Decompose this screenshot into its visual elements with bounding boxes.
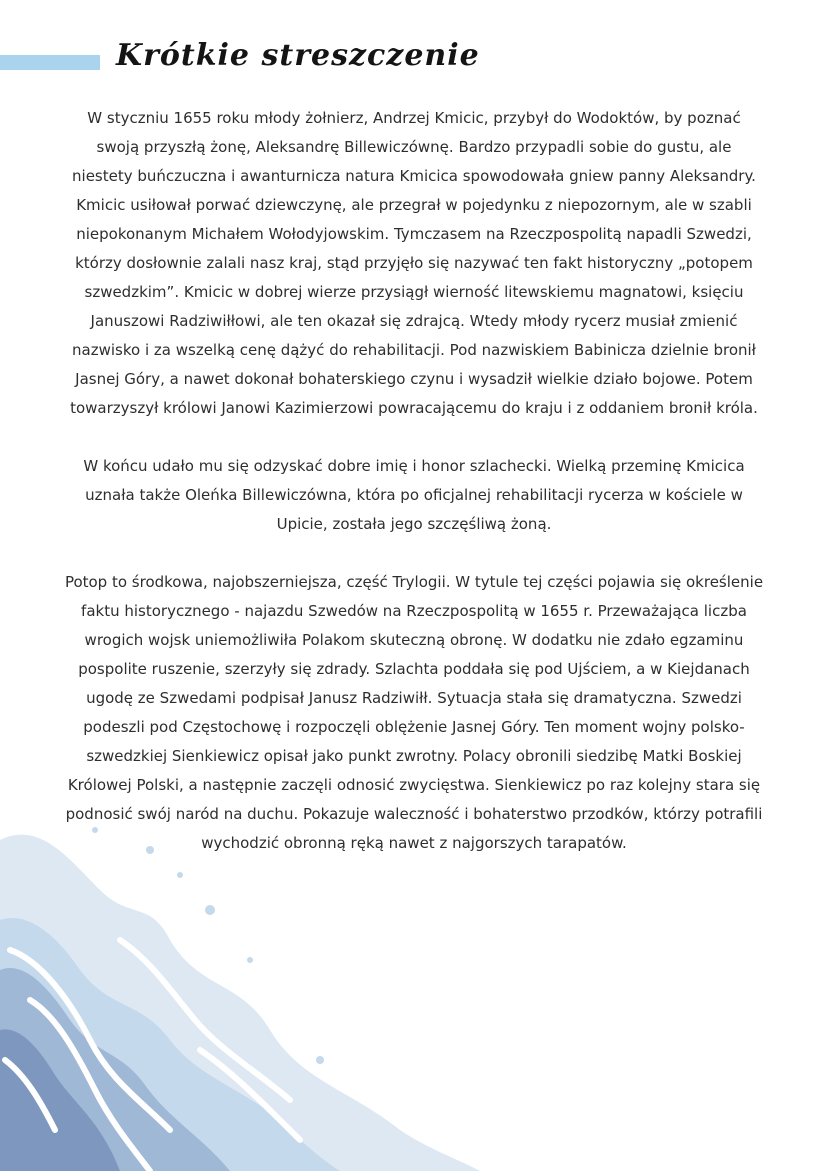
- page-title: Krótkie streszczenie: [116, 38, 480, 73]
- paragraph-1: W styczniu 1655 roku młody żołnierz, Andrzej Kmicic, przybył do Wodoktów, by poznać swoją przyszłą żonę, Aleksandrę Billewiczównę. Bardzo przypadli sobie do gustu, ale niestety buńczuczna i awanturnicza natura Kmicica spowodowała gniew panny Aleksandry. Kmicic usiłował porwać dziewczynę, ale przegrał w pojedynku z niepozornym, ale w szabli niepokonanym Michałem Wołodyjowskim. Tymczasem na Rzeczpospolitą napadli Szwedzi, którzy dosłownie zalali nasz kraj, stąd przyjęło się nazywać ten fakt historyczny „potopem szwedzkim”. Kmicic w dobrej wierze przysiągł wierność litewskiemu magnatowi, księciu Januszowi Radziwiłłowi, ale ten okazał się zdrajcą. Wtedy młody rycerz musiał zmienić nazwisko i za wszelką cenę dążyć do rehabilitacji. Pod nazwiskiem Babinicza dzielnie bronił Jasnej Góry, a nawet dokonał bohaterskiego czynu i wysadził wielkie działo bojowe. Potem towarzyszył królowi Janowi Kazimierzowi powracającemu do kraju i z oddaniem bronił króla.: [70, 109, 758, 417]
- summary-content: [64, 104, 764, 887]
- paragraph-2: W końcu udało mu się odzyskać dobre imię i honor szlachecki. Wielką przeminę Kmicica uznała także Oleńka Billewiczówna, która po oficjalnej rehabilitacji rycerza w kościele w Upicie, została jego szczęśliwą żoną.: [83, 457, 745, 533]
- paragraph-3: Potop to środkowa, najobszerniejsza, część Trylogii. W tytule tej części pojawia się określenie faktu historycznego - najazdu Szwedów na Rzeczpospolitą w 1655 r. Przeważająca liczba wrogich wojsk uniemożliwiła Polakom skuteczną obronę. W dodatku nie zdało egzaminu pospolite ruszenie, szerzyły się zdrady. Szlachta poddała się pod Ujściem, a w Kiejdanach ugodę ze Szwedami podpisał Janusz Radziwiłł. Sytuacja stała się dramatyczna. Szwedzi podeszli pod Częstochowę i rozpoczęli oblężenie Jasnej Góry. Ten moment wojny polsko-szwedzkiej Sienkiewicz opisał jako punkt zwrotny. Polacy obronili siedzibę Matki Boskiej Królowej Polski, a następnie zaczęli odnosić zwycięstwa. Sienkiewicz po raz kolejny stara się podnosić swój naród na duchu. Pokazuje waleczność i bohaterstwo przodków, którzy potrafili wychodzić obronną ręką nawet z najgorszych tarapatów.: [64, 573, 764, 852]
- title-accent-bar: [0, 55, 100, 70]
